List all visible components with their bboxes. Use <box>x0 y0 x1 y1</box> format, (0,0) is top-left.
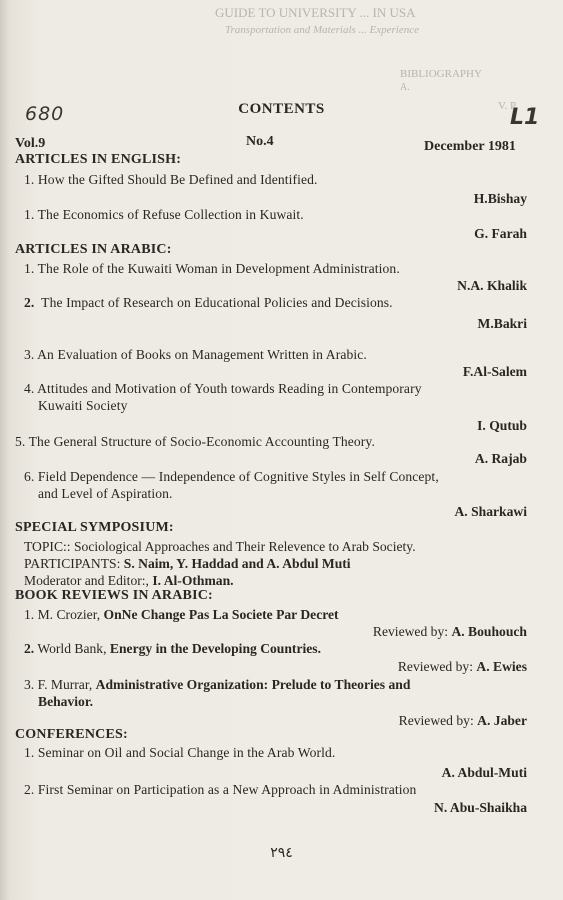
bleed-through-text: Transportation and Materials ... Experience <box>225 24 420 36</box>
book-title-start: On <box>103 607 122 622</box>
handwritten-page-mark: L1 <box>510 105 540 130</box>
article-author: F.Al-Salem <box>462 364 527 379</box>
book-author: World Bank, <box>37 641 107 656</box>
article-title-continued: Kuwaiti Society <box>38 398 128 413</box>
reviewer-name: A. Bouhouch <box>451 624 527 639</box>
item-number: 2. <box>24 641 35 656</box>
book-title: Administrative Organization: Prelude to Theories and <box>95 677 411 692</box>
book-reviewer <box>398 659 527 675</box>
article-title: 5. The General Structure of Socio-Economic Accounting Theory. <box>15 434 375 449</box>
article-title: 1. The Role of the Kuwaiti Woman in Development Administration. <box>24 261 400 276</box>
participants-names: S. Naim, Y. Haddad and A. Abdul Muti <box>123 556 351 571</box>
conference-author: N. Abu-Shaikha <box>434 800 527 815</box>
handwritten-page-mark: 680 <box>25 103 65 125</box>
issue-date: December 1981 <box>424 139 516 154</box>
moderator-name: I. Al-Othman. <box>152 573 234 588</box>
page-title: CONTENTS <box>238 101 325 117</box>
volume-label: Vol.9 <box>15 136 46 151</box>
book-review-entry <box>24 677 410 693</box>
reviewer-label: Reviewed by: <box>397 659 473 674</box>
article-author: M.Bakri <box>477 316 527 331</box>
reviewer-name: A. Ewies <box>476 659 527 674</box>
item-number: 2. <box>24 295 35 310</box>
participants-label: PARTICIPANTS: <box>24 556 121 571</box>
conference-author: A. Abdul-Muti <box>441 765 527 780</box>
book-reviewer <box>373 624 527 640</box>
book-author: 1. M. Crozier, <box>24 607 101 622</box>
issue-number: No.4 <box>246 134 274 149</box>
reviewer-label: Reviewed by: <box>372 624 449 639</box>
book-reviewer <box>399 713 527 729</box>
symposium-participants <box>24 556 351 572</box>
conference-title: 2. First Seminar on Participation as a New Approach in Administration <box>24 782 417 797</box>
article-title-continued: and Level of Aspiration. <box>38 486 173 501</box>
reviewer-label: Reviewed by: <box>398 713 474 728</box>
section-heading-conferences: CONFERENCES: <box>15 727 128 742</box>
book-author: 3. F. Murrar, <box>24 677 93 692</box>
moderator-label: Moderator and Editor:, <box>24 573 149 588</box>
article-author: A. Rajab <box>474 451 527 466</box>
book-title-rest: Ne Change Pas La Societe Par Decret <box>121 607 339 622</box>
article-title-text: The Impact of Research on Educational Policies and Decisions. <box>41 295 393 310</box>
book-review-entry <box>24 607 339 623</box>
bleed-through-text: A. <box>400 82 410 93</box>
bleed-through-text: V. P. <box>498 100 518 112</box>
article-title: 1. The Economics of Refuse Collection in Kuwait. <box>24 207 304 222</box>
conference-title: 1. Seminar on Oil and Social Change in the Arab World. <box>24 745 336 760</box>
section-heading-english: ARTICLES IN ENGLISH: <box>15 152 182 167</box>
symposium-moderator <box>24 573 234 589</box>
book-title: Energy in the Developing Countries. <box>109 641 321 656</box>
book-title-continued: Behavior. <box>38 694 94 709</box>
article-title: 1. How the Gifted Should Be Defined and Identified. <box>24 172 318 187</box>
article-title: 4. Attitudes and Motivation of Youth towards Reading in Contemporary <box>24 381 422 396</box>
section-heading-book-reviews: BOOK REVIEWS IN ARABIC: <box>15 588 213 603</box>
article-author: H.Bishay <box>473 191 527 206</box>
article-author: A. Sharkawi <box>454 504 527 519</box>
page-number: ٢٩٤ <box>270 845 293 861</box>
bleed-through-text: GUIDE TO UNIVERSITY ... IN USA <box>215 5 416 20</box>
article-author: I. Qutub <box>477 418 527 433</box>
section-heading-symposium: SPECIAL SYMPOSIUM: <box>15 520 174 535</box>
article-title <box>24 295 393 311</box>
book-review-entry <box>24 641 321 657</box>
article-title: 3. An Evaluation of Books on Management Written in Arabic. <box>24 347 367 362</box>
article-author: G. Farah <box>474 226 527 241</box>
symposium-topic: TOPIC:: Sociological Approaches and Their Relevence to Arab Society. <box>24 539 416 554</box>
article-title: 6. Field Dependence — Independence of Cognitive Styles in Self Concept, <box>24 469 439 484</box>
reviewer-name: A. Jaber <box>477 713 527 728</box>
article-author: N.A. Khalik <box>457 278 527 293</box>
bleed-through-text: BIBLIOGRAPHY <box>400 68 482 80</box>
section-heading-arabic: ARTICLES IN ARABIC: <box>15 242 172 257</box>
